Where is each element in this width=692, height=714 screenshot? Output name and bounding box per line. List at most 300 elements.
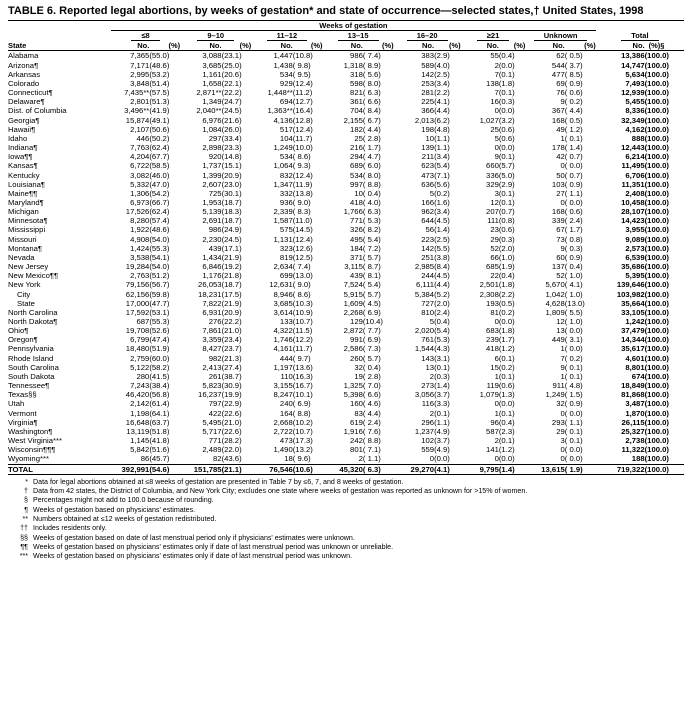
percent-cell: (4.4)	[434, 106, 450, 116]
percent-cell: (20.9)	[221, 307, 242, 317]
percent-cell: (12.4)	[292, 234, 313, 244]
count-cell: 6,111	[415, 280, 435, 290]
count-cell: 5,395	[625, 271, 645, 281]
count-cell: 6,976	[202, 115, 222, 125]
percent-cell: (0.4)	[498, 51, 515, 61]
percent-cell: (5.4)	[434, 326, 450, 336]
percent-cell: ( 8.6)	[292, 289, 311, 299]
percent-cell: (30.9)	[221, 381, 242, 391]
count-cell: 16,648	[125, 417, 150, 427]
count-cell: 104	[279, 133, 293, 143]
percent-cell: (0.1)	[498, 152, 515, 162]
count-cell: 2	[494, 436, 499, 446]
percent-cell: (100.0)	[644, 78, 669, 88]
count-cell: 446	[136, 133, 150, 143]
count-cell: 2,722	[273, 426, 293, 436]
count-cell: 2,668	[273, 417, 293, 427]
percent-cell: ( 1.0)	[564, 289, 583, 299]
no-column-header: No.	[394, 41, 434, 51]
percent-cell: ( 1.1)	[564, 417, 583, 427]
no-column-header: No.	[323, 41, 363, 51]
count-cell: 139,646	[616, 280, 645, 290]
percent-cell: (0.0)	[498, 106, 515, 116]
percent-cell: (45.7)	[149, 454, 170, 464]
percent-cell: (1.2)	[498, 344, 515, 354]
count-cell: 14,423	[621, 216, 645, 226]
count-cell: 62	[556, 51, 565, 61]
percent-cell: (100.0)	[644, 271, 669, 281]
percent-cell: ( 4.4)	[362, 124, 381, 134]
percent-cell: (21.0)	[221, 326, 242, 336]
count-cell: 2,155	[343, 115, 363, 125]
percent-cell: (0.7)	[498, 207, 515, 217]
state-cell: Kansas¶	[8, 161, 38, 171]
percent-cell: ( 0.2)	[564, 353, 583, 363]
percent-cell: (64.1)	[149, 408, 170, 418]
percent-cell: (4.1)	[434, 97, 450, 107]
count-cell: 5,842	[130, 445, 150, 455]
table-row	[8, 326, 684, 335]
percent-cell: (18.3)	[221, 207, 242, 217]
percent-cell: ( 0.9)	[564, 179, 583, 189]
count-cell: 225	[421, 97, 435, 107]
count-cell: 982	[208, 353, 222, 363]
percent-cell: (2.9)	[434, 51, 450, 61]
percent-cell: (51.2)	[149, 271, 170, 281]
state-cell: Mississippi	[8, 225, 46, 235]
count-cell: 704	[350, 106, 363, 116]
percent-cell: (20.6)	[221, 69, 242, 79]
count-cell: 13	[425, 362, 435, 372]
percent-cell: (3.1)	[434, 353, 450, 363]
percent-cell: (20.9)	[221, 170, 242, 180]
group-header: 9–10	[197, 31, 234, 41]
footnote-text: Data from 42 states, the District of Columbia, and New York City; excludes one state where weeks of gestation was reported as unknown for >15% of women.	[33, 487, 528, 495]
table-row	[8, 436, 684, 445]
percent-cell: (10.1)	[292, 390, 313, 400]
count-cell: 111	[487, 216, 499, 226]
state-cell: Minnesota¶	[8, 216, 48, 226]
count-cell: 6,973	[130, 197, 150, 207]
percent-cell: ( 4.4)	[564, 106, 583, 116]
count-cell: 332	[279, 188, 293, 198]
group-header: ≥21	[477, 31, 509, 41]
percent-cell: ( 3.1)	[564, 335, 583, 345]
percent-cell: (22.9)	[221, 399, 242, 409]
percent-cell: (100.0)	[644, 124, 669, 134]
count-cell: 2,013	[414, 115, 435, 125]
count-cell: 76,546	[251, 464, 292, 474]
count-cell: 771	[350, 216, 363, 226]
count-cell: 4,162	[625, 124, 645, 134]
percent-cell: ( 0.0)	[564, 454, 583, 464]
count-cell: 253	[421, 78, 435, 88]
count-cell: 1,424	[130, 243, 150, 253]
percent-cell: (24.5)	[221, 234, 242, 244]
percent-cell: (1.0)	[498, 252, 515, 262]
percent-cell: ( 9.8)	[292, 60, 311, 70]
count-cell: 367	[551, 106, 565, 116]
percent-cell: (60.0)	[149, 353, 170, 363]
percent-cell: ( 7.4)	[292, 262, 311, 272]
count-cell: 4,204	[130, 152, 150, 162]
percent-cell: (0.1)	[498, 436, 515, 446]
count-cell: 2,872	[343, 326, 363, 336]
count-cell: 32	[354, 362, 363, 372]
count-cell: 1,349	[202, 97, 222, 107]
count-cell: 5,398	[343, 390, 363, 400]
percent-cell: (5.2)	[434, 289, 450, 299]
table-row	[8, 216, 684, 225]
count-cell: 13,615	[525, 464, 564, 474]
no-column-header: No.	[525, 41, 564, 51]
percent-cell: (3.4)	[434, 78, 450, 88]
state-cell: Georgia¶	[8, 115, 40, 125]
count-cell: 3	[560, 436, 565, 446]
count-cell: 239	[486, 335, 499, 345]
count-cell: 2,413	[202, 362, 222, 372]
percent-cell: (23.4)	[221, 335, 242, 345]
percent-cell: ( 2.4)	[564, 216, 583, 226]
count-cell: 7,822	[202, 298, 222, 308]
state-cell: South Dakota	[8, 371, 55, 381]
percent-cell: (56.8)	[149, 390, 170, 400]
group-header: 16–20	[407, 31, 448, 41]
footnote-text: Includes residents only.	[33, 524, 107, 533]
percent-cell: (10.2)	[292, 417, 313, 427]
count-cell: 3,685	[273, 298, 293, 308]
percent-cell: (100.0)	[644, 362, 669, 372]
count-cell: 694	[279, 97, 293, 107]
count-cell: 15	[490, 362, 499, 372]
percent-cell: (100.0)	[644, 60, 669, 70]
percent-column-header: (%)§	[645, 41, 684, 51]
percent-cell: ( 2.8)	[362, 371, 381, 381]
count-cell: 23	[490, 225, 499, 235]
percent-cell: ( 1.7)	[564, 225, 583, 235]
percent-cell: ( 0.1)	[564, 426, 583, 436]
percent-cell: (100.0)	[644, 436, 669, 446]
count-cell: 12,939	[621, 88, 645, 98]
count-cell: 166	[421, 197, 435, 207]
count-cell: 2,995	[130, 69, 150, 79]
count-cell: 619	[350, 417, 363, 427]
count-cell: 1,237	[414, 426, 435, 436]
count-cell: 18,231	[198, 289, 222, 299]
percent-cell: (100.0)	[644, 307, 669, 317]
percent-cell: ( 0.1)	[564, 436, 583, 446]
percent-cell: (12.4)	[292, 124, 313, 134]
percent-cell: (12.8)	[292, 115, 313, 125]
percent-cell: ( 0.4)	[362, 188, 381, 198]
count-cell: 534	[279, 152, 293, 162]
count-cell: 1,737	[202, 161, 222, 171]
percent-cell: (17.1)	[221, 243, 242, 253]
count-cell: 19	[354, 371, 363, 381]
percent-cell: (5.4)	[434, 161, 450, 171]
percent-cell: (100.0)	[644, 298, 669, 308]
count-cell: 8,336	[625, 106, 645, 116]
count-cell: 687	[136, 317, 150, 326]
percent-cell: (100.0)	[644, 133, 669, 143]
state-cell: Kentucky	[8, 170, 40, 180]
percent-cell: ( 5.6)	[362, 69, 381, 79]
count-cell: 9,089	[625, 234, 645, 244]
percent-cell: ( 5.7)	[362, 289, 381, 299]
footnote	[8, 543, 684, 552]
percent-cell: (4.5)	[434, 271, 450, 281]
percent-cell: (22.2)	[221, 317, 242, 326]
table-row	[8, 207, 684, 216]
percent-cell: ( 1.1)	[362, 454, 381, 464]
percent-cell: ( 7.1)	[362, 445, 381, 455]
count-cell: 7,493	[625, 78, 645, 88]
count-cell: 1,176	[202, 271, 222, 281]
percent-cell: (100.0)	[644, 417, 669, 427]
percent-cell: (1.8)	[498, 78, 515, 88]
table-row	[8, 390, 684, 399]
count-cell: 1,198	[130, 408, 150, 418]
percent-cell: (22.1)	[221, 78, 242, 88]
percent-cell: (51.6)	[149, 445, 170, 455]
percent-cell: ( 7.7)	[362, 326, 381, 336]
table-row	[8, 427, 684, 436]
percent-cell: (100.0)	[644, 326, 669, 336]
percent-cell: (100.0)	[644, 317, 669, 326]
count-cell: 2	[494, 60, 499, 70]
percent-cell: ( 1.0)	[564, 271, 583, 281]
percent-cell: ( 6.3)	[362, 88, 381, 98]
count-cell: 589	[421, 60, 435, 70]
percent-cell: (13.0)	[292, 271, 313, 281]
percent-cell: (24.9)	[221, 225, 242, 235]
count-cell: 810	[421, 307, 435, 317]
percent-cell: (100.0)	[644, 106, 669, 116]
count-cell: 12	[490, 197, 499, 207]
percent-cell: (0.1)	[434, 362, 450, 372]
table-row	[8, 299, 684, 308]
percent-cell: (53.2)	[149, 69, 170, 79]
percent-cell: (17.5)	[221, 289, 242, 299]
count-cell: 587	[486, 426, 499, 436]
count-cell: 56	[425, 225, 435, 235]
state-cell: State	[17, 298, 35, 308]
count-cell: 42	[556, 152, 565, 162]
count-cell: 37,479	[621, 326, 645, 336]
state-cell: Tennessee¶	[8, 381, 50, 391]
percent-cell: (55.3)	[149, 243, 170, 253]
percent-cell: (10.0)	[292, 143, 313, 153]
percent-cell: (41.9)	[149, 106, 170, 116]
count-cell: 198	[421, 124, 435, 134]
percent-cell: (0.2)	[434, 188, 450, 198]
table-row	[8, 308, 684, 317]
count-cell: 544	[551, 60, 565, 70]
count-cell: 83	[354, 408, 363, 418]
count-cell: 281	[421, 88, 435, 98]
count-cell: 4,601	[625, 353, 645, 363]
count-cell: 699	[279, 271, 293, 281]
percent-column-header: (%)	[565, 41, 596, 51]
count-cell: 473	[421, 170, 435, 180]
count-cell: 168	[551, 207, 565, 217]
percent-cell: (100.0)	[644, 97, 669, 107]
count-cell: 797	[208, 399, 222, 409]
percent-cell: (0.1)	[498, 88, 515, 98]
percent-cell: (48.6)	[149, 60, 170, 70]
percent-cell: (55.3)	[149, 317, 170, 326]
state-cell: Maine¶¶	[8, 188, 38, 198]
count-cell: 1,447	[273, 51, 293, 61]
count-cell: 1,347	[273, 179, 293, 189]
count-cell: 17,000	[125, 298, 150, 308]
count-cell: 5,455	[625, 97, 645, 107]
percent-cell: (1.8)	[498, 326, 515, 336]
count-cell: 5,634	[625, 69, 645, 79]
percent-cell: ( 8.0)	[362, 170, 381, 180]
count-cell: 7	[494, 69, 499, 79]
percent-cell: ( 0.0)	[564, 197, 583, 207]
table-row	[8, 161, 684, 170]
percent-cell: ( 0.6)	[564, 88, 583, 98]
percent-cell: (0.2)	[498, 307, 515, 317]
count-cell: 517	[279, 124, 293, 134]
footnote	[8, 506, 684, 515]
count-cell: 1,438	[273, 60, 293, 70]
percent-cell: (100.0)	[644, 51, 669, 61]
footnote-mark: †	[24, 487, 28, 495]
percent-cell: (4.0)	[434, 60, 450, 70]
percent-cell: (33.4)	[221, 133, 242, 143]
percent-cell: (12.6)	[292, 243, 313, 253]
percent-cell: ( 9.0)	[292, 197, 311, 207]
percent-cell: (0.0)	[498, 399, 515, 409]
count-cell: 644	[421, 216, 435, 226]
percent-cell: (51.3)	[149, 97, 170, 107]
percent-cell: (18.7)	[221, 280, 242, 290]
table-row	[8, 79, 684, 88]
count-cell: 25,327	[621, 426, 645, 436]
state-cell: Rhode Island	[8, 353, 54, 363]
count-cell: 477	[551, 69, 565, 79]
count-cell: 9	[560, 362, 565, 372]
count-cell: 96	[490, 417, 499, 427]
count-cell: 6,931	[202, 307, 222, 317]
percent-cell: ( 6.0)	[362, 161, 381, 171]
state-cell: Wisconsin¶¶¶	[8, 445, 56, 455]
count-cell: 2	[429, 408, 435, 418]
count-cell: 2,339	[273, 207, 293, 217]
count-cell: 986	[208, 225, 222, 235]
count-cell: 727	[421, 298, 435, 308]
count-cell: 2,573	[625, 243, 645, 253]
count-cell: 184	[350, 243, 363, 253]
percent-cell: ( 5.7)	[362, 252, 381, 262]
percent-cell: (12.7)	[292, 97, 313, 107]
count-cell: 2,142	[130, 399, 150, 409]
count-cell: 2,759	[130, 353, 150, 363]
count-cell: 46,420	[125, 390, 150, 400]
count-cell: 62,156	[125, 289, 150, 299]
percent-cell: (10.4)	[362, 317, 383, 326]
percent-cell: (50.2)	[149, 133, 170, 143]
percent-cell: ( 5.3)	[362, 216, 381, 226]
count-cell: 323	[279, 243, 293, 253]
percent-cell: ( 8.8)	[362, 179, 381, 189]
percent-cell: (100.0)	[644, 88, 669, 98]
count-cell: 28,107	[621, 207, 645, 217]
state-cell: Virginia¶	[8, 417, 38, 427]
count-cell: 1,084	[202, 124, 222, 134]
percent-cell: ( 9.5)	[292, 69, 311, 79]
percent-cell: (100.0)	[644, 289, 669, 299]
count-cell: 211	[421, 152, 435, 162]
count-cell: 660	[486, 161, 499, 171]
percent-cell: (54.2)	[149, 188, 170, 198]
state-cell: Iowa¶¶	[8, 152, 33, 162]
count-cell: 2,801	[130, 97, 150, 107]
count-cell: 5,670	[545, 280, 565, 290]
percent-cell: ( 6.3)	[362, 207, 381, 217]
count-cell: 1,079	[479, 390, 499, 400]
count-cell: 69	[556, 78, 565, 88]
percent-cell: (10.3)	[292, 298, 313, 308]
percent-cell: (21.9)	[221, 298, 242, 308]
count-cell: 3,685	[202, 60, 222, 70]
count-cell: 19,284	[125, 262, 150, 272]
count-cell: 5	[429, 188, 435, 198]
percent-cell: (0.3)	[498, 97, 515, 107]
count-cell: 1,197	[273, 362, 293, 372]
percent-cell: ( 8.8)	[362, 436, 381, 446]
table-row	[8, 317, 684, 326]
percent-cell: (0.6)	[498, 124, 515, 134]
percent-cell: (100.0)	[644, 445, 669, 455]
state-cell: Idaho	[8, 133, 28, 143]
percent-cell: (67.7)	[149, 152, 170, 162]
no-column-header: No.	[180, 41, 221, 51]
percent-cell: (0.1)	[498, 371, 515, 381]
count-cell: 439	[350, 271, 363, 281]
count-cell: 1,953	[202, 197, 222, 207]
count-cell: 244	[421, 271, 435, 281]
percent-cell: (0.1)	[498, 69, 515, 79]
table-row	[8, 198, 684, 207]
count-cell: 4,908	[130, 234, 150, 244]
percent-cell: (0.0)	[498, 60, 515, 70]
count-cell: 2,107	[130, 124, 150, 134]
table-row	[8, 418, 684, 427]
percent-cell: ( 8.3)	[292, 207, 311, 217]
percent-cell: (47.7)	[149, 298, 170, 308]
count-cell: 32	[556, 399, 565, 409]
percent-cell: (12.5)	[292, 252, 313, 262]
percent-cell: (100.0)	[644, 262, 669, 272]
count-cell: 366	[421, 106, 435, 116]
state-cell: Dist. of Columbia	[8, 106, 67, 116]
footnote	[8, 478, 684, 487]
percent-cell: (100.0)	[644, 426, 669, 436]
count-cell: 18	[284, 454, 293, 464]
state-cell: New Jersey	[8, 262, 49, 272]
count-cell: 15,874	[125, 115, 150, 125]
table-row	[8, 116, 684, 125]
abortions-table	[8, 20, 684, 475]
total-row	[8, 464, 684, 474]
count-cell: 35,617	[621, 344, 645, 354]
percent-cell: (7.1)	[434, 170, 450, 180]
percent-column-header: (%)	[499, 41, 526, 51]
